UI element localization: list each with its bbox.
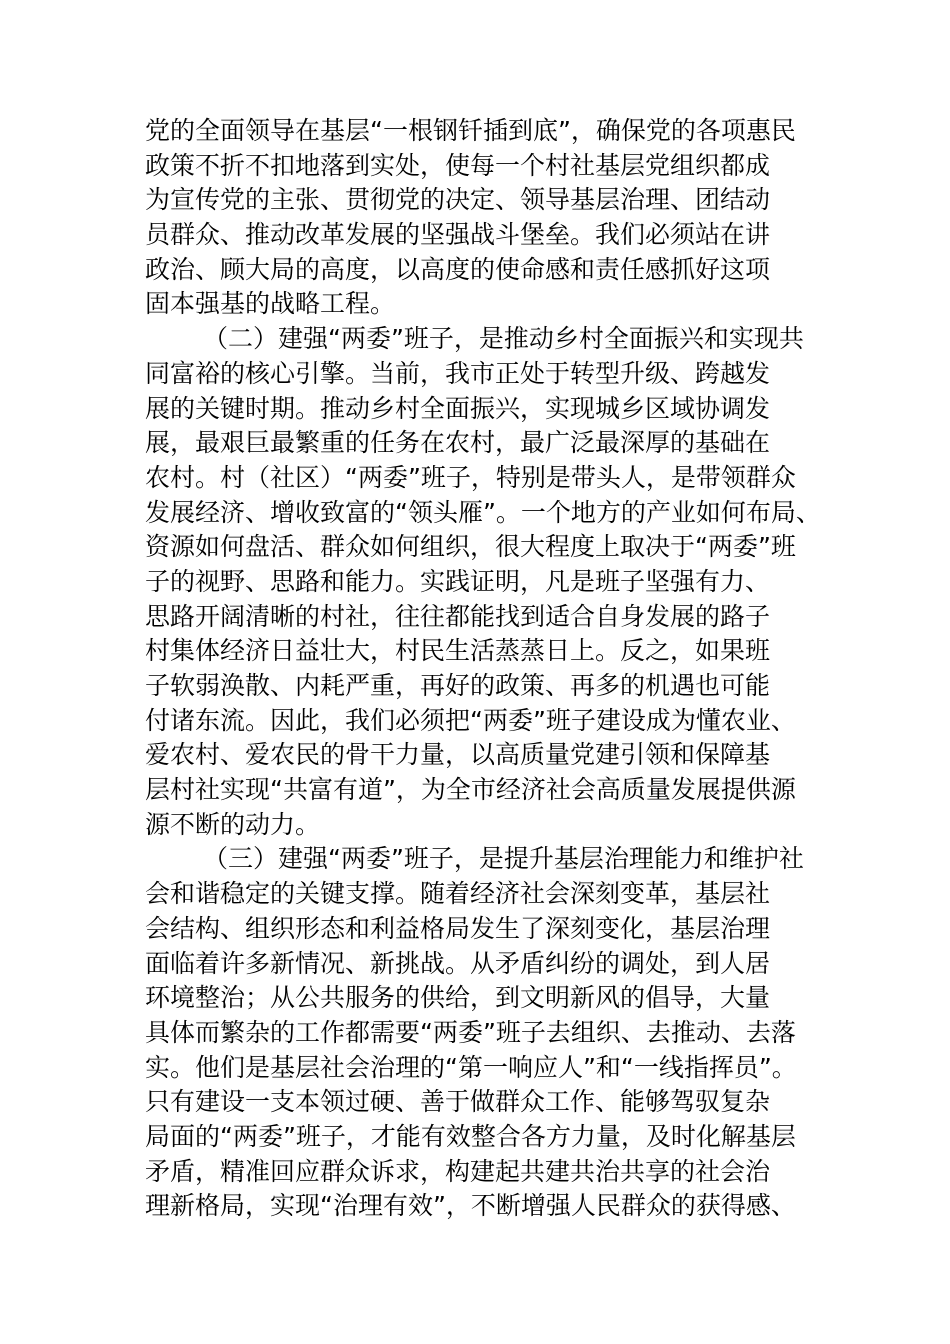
text-line: 只有建设一支本领过硬、善于做群众工作、能够驾驭复杂: [145, 1087, 771, 1117]
text-line: 子软弱涣散、内耗严重，再好的政策、再多的机遇也可能: [145, 671, 771, 700]
body-text: [145, 114, 821, 1224]
text-line: 具体而繁杂的工作都需要“两委”班子去组织、去推动、去落: [145, 1017, 796, 1047]
paragraph-start-line: （二）建强“两委”班子，是推动乡村全面振兴和实现共: [203, 324, 804, 354]
text-line: 为宣传党的主张、贯彻党的决定、领导基层治理、团结动: [145, 185, 771, 215]
text-line: 党的全面领导在基层“一根钢钎插到底”，确保党的各项惠民: [145, 116, 796, 145]
text-line: 村集体经济日益壮大，村民生活蒸蒸日上。反之，如果班: [145, 636, 771, 666]
text-line: 付诸东流。因此，我们必须把“两委”班子建设成为懂农业、: [145, 705, 796, 735]
text-line: 源不断的动力。: [145, 809, 321, 839]
text-line: 资源如何盘活、群众如何组织，很大程度上取决于“两委”班: [145, 532, 796, 562]
text-line: 思路开阔清晰的村社，往往都能找到适合自身发展的路子: [145, 601, 771, 631]
text-line: 展的关键时期。推动乡村全面振兴，实现城乡区域协调发: [145, 393, 771, 423]
text-line: 环境整治；从公共服务的供给，到文明新风的倡导，大量: [145, 983, 771, 1013]
text-line: 员群众、推动改革发展的坚强战斗堡垒。我们必须站在讲: [145, 220, 771, 250]
text-line: 理新格局，实现“治理有效”，不断增强人民群众的获得感、: [145, 1191, 796, 1221]
text-line: 政治、顾大局的高度，以高度的使命感和责任感抓好这项: [145, 254, 771, 284]
text-line: 实。他们是基层社会治理的“第一响应人”和“一线指挥员”。: [145, 1052, 797, 1082]
text-line: 政策不折不扣地落到实处，使每一个村社基层党组织都成: [145, 150, 771, 180]
text-line: 同富裕的核心引擎。当前，我市正处于转型升级、跨越发: [145, 358, 771, 388]
text-line: 面临着许多新情况、新挑战。从矛盾纠纷的调处，到人居: [145, 948, 771, 978]
text-line: 爱农村、爱农民的骨干力量，以高质量党建引领和保障基: [145, 740, 771, 770]
text-line: 会和谐稳定的关键支撑。随着经济社会深刻变革，基层社: [145, 879, 771, 909]
text-line: 发展经济、增收致富的“领头雁”。一个地方的产业如何布局、: [145, 497, 821, 527]
text-line: 展，最艰巨最繁重的任务在农村，最广泛最深厚的基础在: [145, 428, 771, 458]
text-line: 局面的“两委”班子，才能有效整合各方力量，及时化解基层: [145, 1121, 796, 1151]
text-line: 固本强基的战略工程。: [145, 289, 396, 319]
paragraph-start-line: （三）建强“两委”班子，是提升基层治理能力和维护社: [203, 844, 804, 874]
text-line: 层村社实现“共富有道”，为全市经济社会高质量发展提供源: [145, 775, 796, 805]
text-line: 农村。村（社区）“两委”班子，特别是带头人，是带领群众: [145, 462, 796, 492]
text-line: 矛盾，精准回应群众诉求，构建起共建共治共享的社会治: [145, 1156, 771, 1186]
text-line: 会结构、组织形态和利益格局发生了深刻变化，基层治理: [145, 913, 771, 943]
text-line: 子的视野、思路和能力。实践证明，凡是班子坚强有力、: [145, 566, 771, 596]
